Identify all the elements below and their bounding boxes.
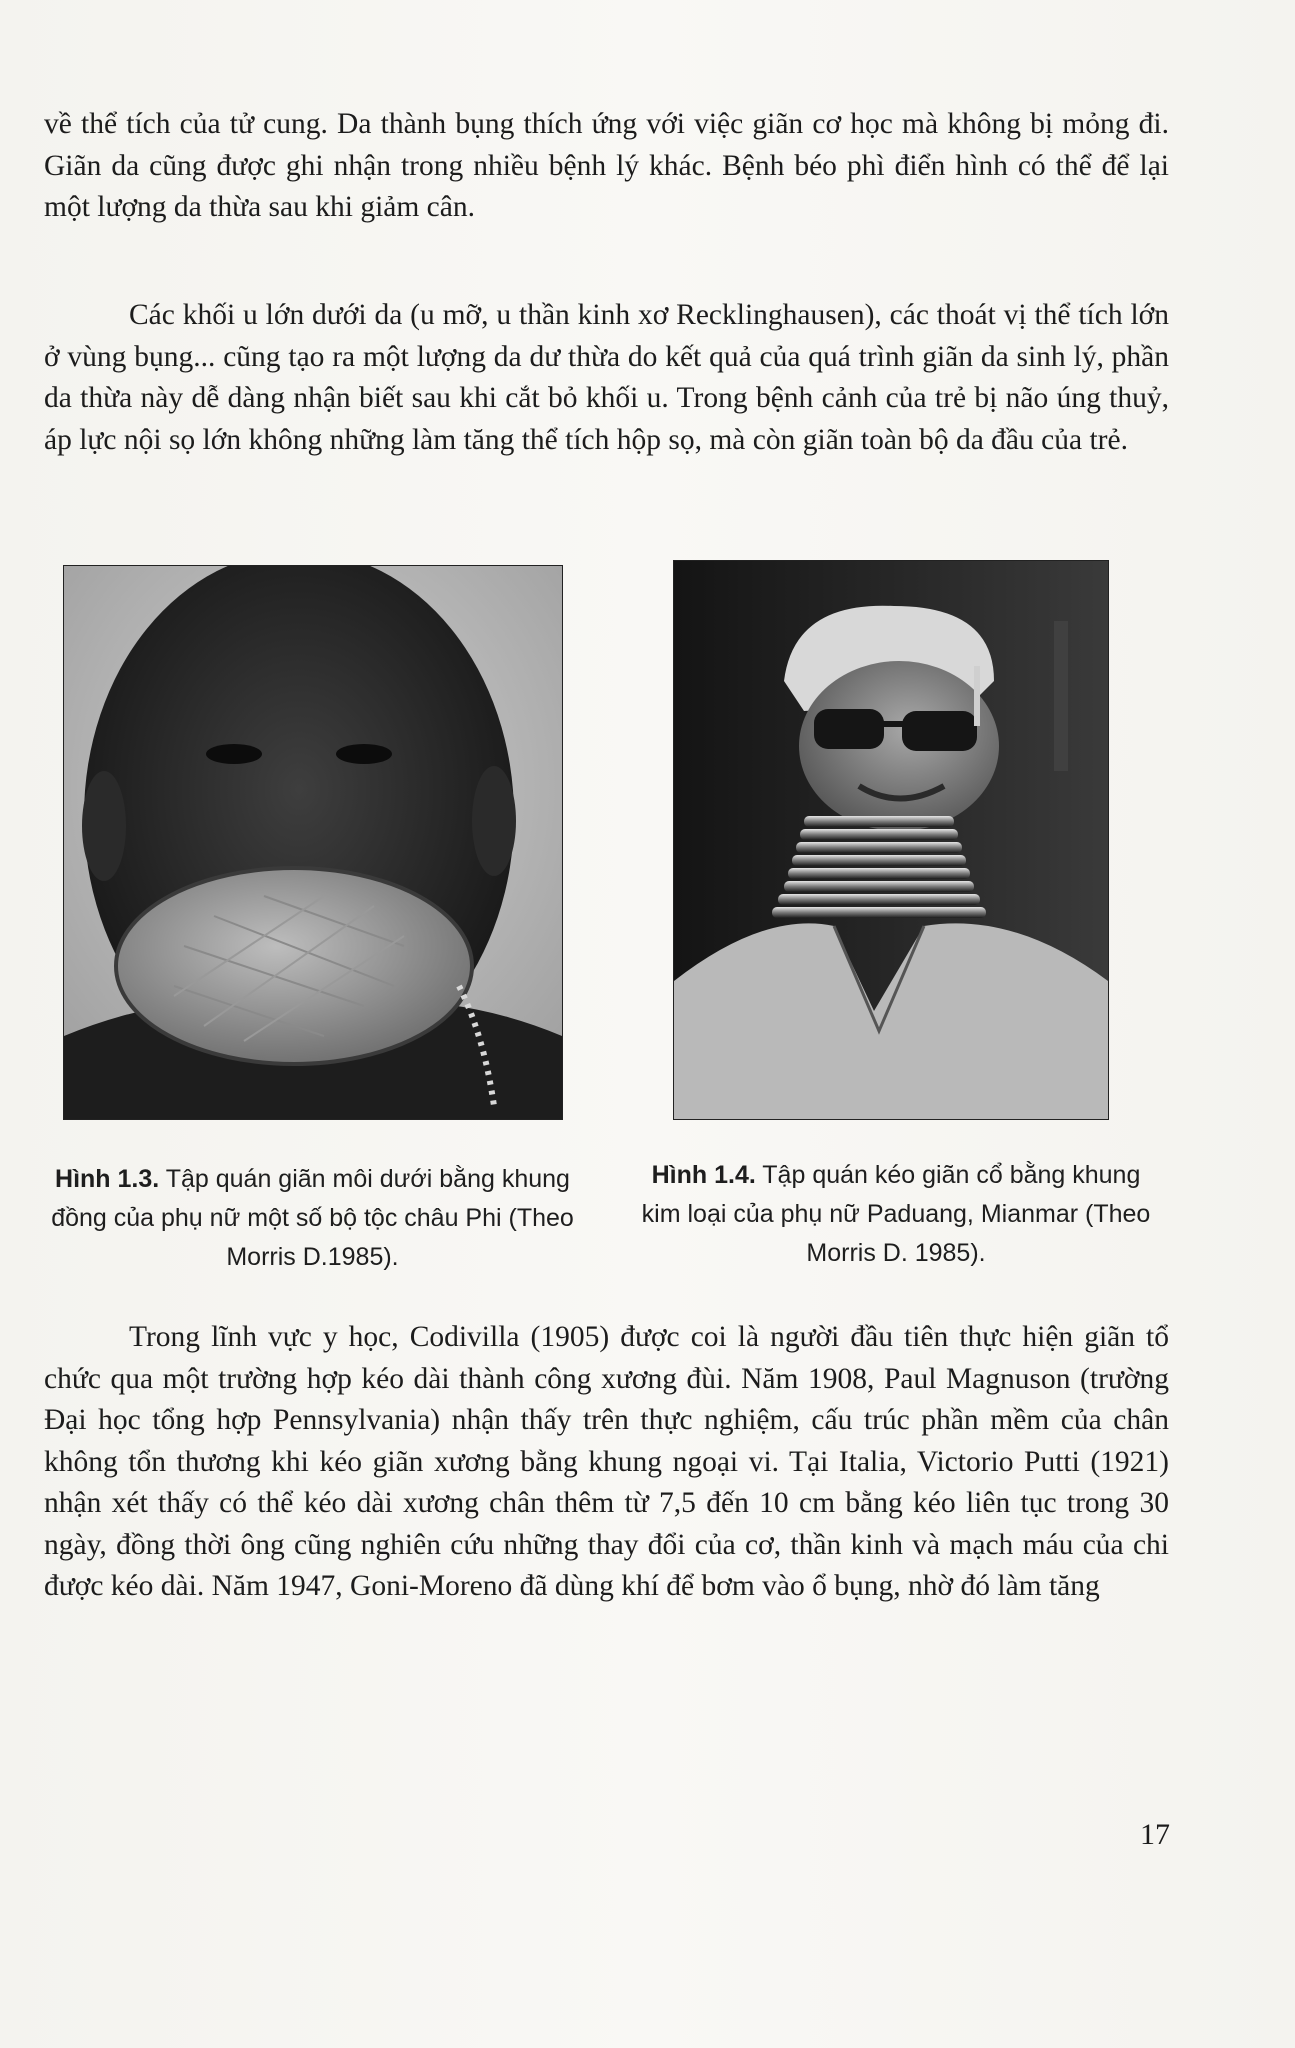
figure-1-3-label: Hình 1.3.: [55, 1165, 160, 1193]
figure-1-3-caption-text: Tập quán giãn môi dưới bằng khung đồng của phụ nữ một số bộ tộc châu Phi (Theo Morris D.1985).: [51, 1165, 574, 1271]
figure-1-4-label: Hình 1.4.: [651, 1161, 756, 1189]
figure-1-4-caption: [632, 1156, 1160, 1273]
paragraph-3: Trong lĩnh vực y học, Codivilla (1905) được coi là người đầu tiên thực hiện giãn tổ chức qua một trường hợp kéo dài thành công xương đùi. Năm 1908, Paul Magnuson (trường Đại học tổng hợp Pennsylvania) nhận thấy trên thực nghiệm, cấu trúc phần mềm của chân không tổn thương khi kéo giãn xương bằng khung ngoại vi. Tại Italia, Victorio Putti (1921) nhận xét thấy có thể kéo dài xương chân thêm từ 7,5 đến 10 cm bằng kéo liên tục trong 30 ngày, đồng thời ông cũng nghiên cứu những thay đổi của cơ, thần kinh và mạch máu của chi được kéo dài. Năm 1947, Goni-Moreno đã dùng khí để bơm vào ổ bụng, nhờ đó làm tăng: [44, 1321, 1169, 1602]
neck-rings-photo-image: [674, 561, 1108, 1119]
paragraph-2: Các khối u lớn dưới da (u mỡ, u thần kinh xơ Recklinghausen), các thoát vị thể tích lớn ở vùng bụng... cũng tạo ra một lượng da dư thừa do kết quả của quá trình giãn da sinh lý, phần da thừa này dễ dàng nhận biết sau khi cắt bỏ khối u. Trong bệnh cảnh của trẻ bị não úng thuỷ, áp lực nội sọ lớn không những làm tăng thể tích hộp sọ, mà còn giãn toàn bộ da đầu của trẻ.: [44, 299, 1169, 456]
figure-1-3-photo: [63, 565, 563, 1120]
figure-1-3-caption: [40, 1160, 585, 1277]
lip-plate-photo-image: [64, 566, 562, 1119]
page-number: 17: [1140, 1818, 1170, 1851]
figure-1-4-caption-text: Tập quán kéo giãn cổ bằng khung kim loại của phụ nữ Paduang, Mianmar (Theo Morris D. 1985).: [641, 1161, 1151, 1267]
paragraph-1: về thể tích của tử cung. Da thành bụng thích ứng với việc giãn cơ học mà không bị mỏng đi. Giãn da cũng được ghi nhận trong nhiều bệnh lý khác. Bệnh béo phì điển hình có thể để lại một lượng da thừa sau khi giảm cân.: [44, 108, 1169, 223]
figure-1-4-photo: [673, 560, 1109, 1120]
